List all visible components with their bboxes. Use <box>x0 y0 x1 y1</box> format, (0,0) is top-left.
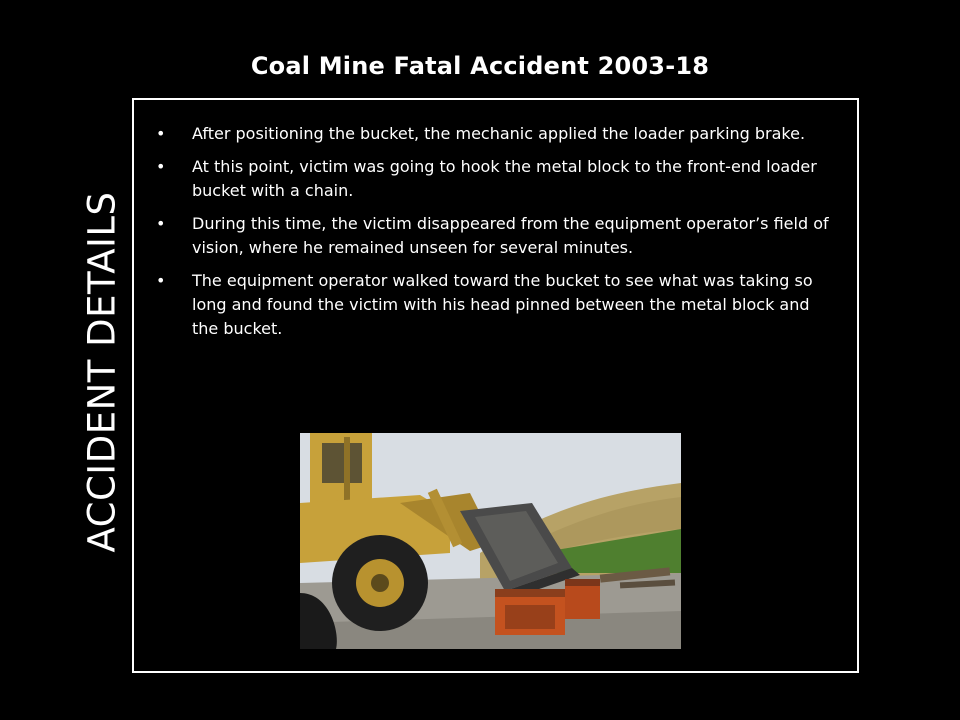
bullet-text: At this point, victim was going to hook the metal block to the front-end loader bucket with a chain. <box>192 157 817 200</box>
bullet-text: During this time, the victim disappeared from the equipment operator’s field of vision, where he remained unseen for several minutes. <box>192 214 829 257</box>
photo-block-shadow <box>505 605 555 629</box>
bullet-icon: • <box>156 157 166 176</box>
slide-title: Coal Mine Fatal Accident 2003-18 <box>250 52 710 80</box>
accident-scene-photo <box>300 433 681 649</box>
bullet-text: After positioning the bucket, the mechanic applied the loader parking brake. <box>192 124 806 143</box>
photo-loader-window <box>322 443 362 483</box>
bullet-icon: • <box>156 214 166 233</box>
bullet-icon: • <box>156 124 166 143</box>
photo-metal-block-top <box>565 579 600 586</box>
photo-metal-block-top <box>495 589 565 597</box>
bullet-item <box>156 122 836 146</box>
bullet-item <box>156 155 836 203</box>
bullet-text: The equipment operator walked toward the bucket to see what was taking so long and found the victim with his head pinned between the metal block and the bucket. <box>192 271 813 338</box>
side-heading: ACCIDENT DETAILS <box>80 191 124 553</box>
photo-loader-hub <box>371 574 389 592</box>
bullet-item <box>156 212 836 260</box>
bullet-icon: • <box>156 271 166 290</box>
bullet-item <box>156 269 836 341</box>
content-box <box>132 98 859 673</box>
bullet-list <box>156 122 836 350</box>
photo-loader-cab-frame <box>344 437 350 503</box>
photo-metal-block <box>565 583 600 619</box>
